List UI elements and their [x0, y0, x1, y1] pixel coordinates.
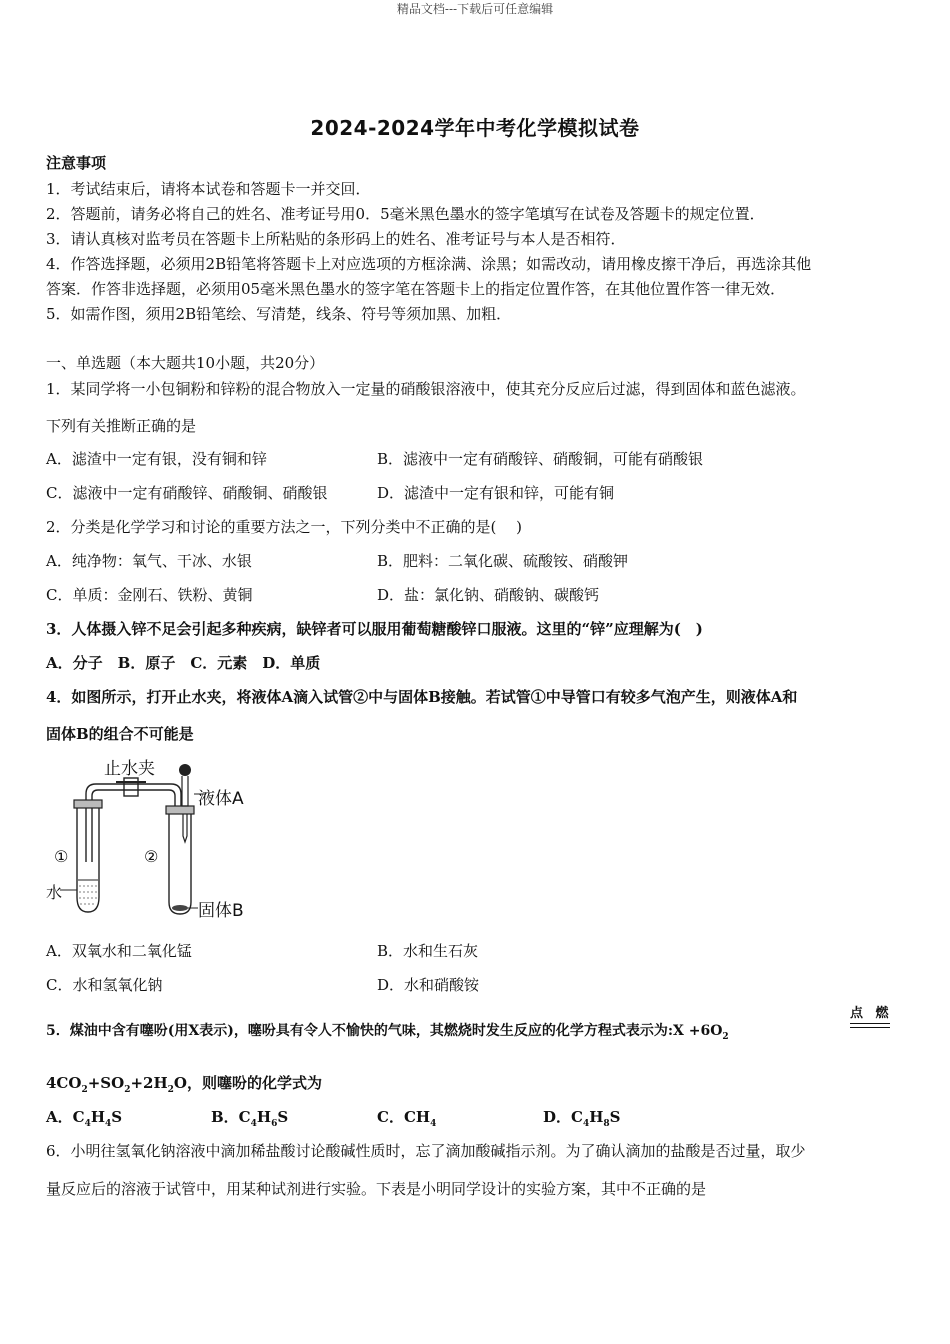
q2-option-b: B．肥料：二氧化碳、硫酸铵、硝酸钾	[377, 552, 629, 570]
q4-option-a: A．双氧水和二氧化锰	[46, 942, 192, 960]
q1-option-c: C．滤液中一定有硝酸锌、硝酸铜、硝酸银	[46, 484, 328, 502]
q1-option-d: D．滤渣中一定有银和锌，可能有铜	[377, 484, 615, 502]
question-2-stem: 2．分类是化学学习和讨论的重要方法之一，下列分类中不正确的是( )	[46, 518, 523, 536]
question-5-stem-cont: $4CO_2+SO_2+2H_2O$，则噻吩的化学式为	[46, 1074, 322, 1095]
q2-option-c: C．单质：金刚石、铁粉、黄铜	[46, 586, 253, 604]
q1-option-a: A．滤渣中一定有银，没有铜和锌	[46, 450, 267, 468]
q4-option-d: D．水和硝酸铵	[377, 976, 480, 994]
q4-option-b: B．水和生石灰	[377, 942, 479, 960]
notice-heading: 注意事项	[46, 154, 107, 172]
q5-option-c: C．$CH_4$	[377, 1108, 437, 1129]
q2-option-a: A．纯净物：氧气、干冰、水银	[46, 552, 252, 570]
notice-item: 答案．作答非选择题，必须用05毫米黑色墨水的签字笔在答题卡上的指定位置作答，在其他位置作答一律无效．	[46, 280, 786, 298]
notice-item: 4．作答选择题，必须用2B铅笔将答题卡上对应选项的方框涂满、涂黑；如需改动，请用橡皮擦干净后，再选涂其他	[46, 255, 812, 273]
page-header: 精品文档---下载后可任意编辑	[396, 2, 554, 16]
question-4-stem: 4．如图所示，打开止水夹，将液体A滴入试管②中与固体B接触。若试管①中导管口有较多气泡产生，则液体A和	[46, 688, 798, 706]
question-1-stem: 1．某同学将一小包铜粉和锌粉的混合物放入一定量的硝酸银溶液中，使其充分反应后过滤，得到固体和蓝色滤液。	[46, 380, 806, 398]
q5-option-b: B．$C_4H_6S$	[211, 1108, 289, 1129]
notice-item: 1．考试结束后，请将本试卷和答题卡一并交回．	[46, 180, 371, 198]
page-title: 2024-2024学年中考化学模拟试卷	[310, 116, 640, 140]
reaction-condition: 点 燃	[850, 1002, 890, 1028]
label-clamp: 止水夹	[104, 759, 155, 779]
q5-option-a: A．$C_4H_4S$	[46, 1108, 123, 1129]
section-heading: 一、单选题（本大题共10小题，共20分）	[46, 354, 325, 372]
notice-item: 2．答题前，请务必将自己的姓名、准考证号用0．5毫米黑色墨水的签字笔填写在试卷及答题卡的规定位置．	[46, 205, 765, 223]
label-tube-1: ①	[54, 847, 69, 866]
question-6-stem: 6．小明往氢氧化钠溶液中滴加稀盐酸讨论酸碱性质时，忘了滴加酸碱指示剂。为了确认滴加的盐酸是否过量，取少	[46, 1142, 806, 1160]
label-water: 水	[46, 883, 63, 902]
question-1-stem-cont: 下列有关推断正确的是	[46, 417, 197, 435]
question-4-stem-cont: 固体B的组合不可能是	[46, 725, 194, 743]
q2-option-d: D．盐：氯化钠、硝酸钠、碳酸钙	[377, 586, 600, 604]
question-6-stem-cont: 量反应后的溶液于试管中，用某种试剂进行实验。下表是小明同学设计的实验方案，其中不正确的是	[46, 1180, 707, 1198]
clamp-shape	[124, 778, 138, 796]
notice-item: 3．请认真核对监考员在答题卡上所粘贴的条形码上的姓名、准考证号与本人是否相符．	[46, 230, 626, 248]
question-3-stem: 3．人体摄入锌不足会引起多种疾病，缺锌者可以服用葡萄糖酸锌口服液。这里的“锌”应理解为( )	[46, 620, 703, 638]
label-liquid-a: 液体A	[198, 789, 244, 809]
q3-options: A．分子 B．原子 C．元素 D．单质	[46, 654, 321, 672]
q5-option-d: D．$C_4H_8S$	[543, 1108, 621, 1129]
notice-item: 5．如需作图，须用2B铅笔绘、写清楚，线条、符号等须加黑、加粗．	[46, 305, 512, 323]
label-solid-b: 固体B	[198, 901, 244, 921]
question-5-stem: 5．煤油中含有噻吩(用X表示)，噻吩具有令人不愉快的气味，其燃烧时发生反应的化学方程式表示为:X $+6O_2$	[46, 1023, 729, 1042]
apparatus-figure	[46, 752, 278, 922]
label-tube-2: ②	[144, 847, 159, 866]
q1-option-b: B．滤液中一定有硝酸锌、硝酸铜，可能有硝酸银	[377, 450, 704, 468]
q4-option-c: C．水和氢氧化钠	[46, 976, 163, 994]
